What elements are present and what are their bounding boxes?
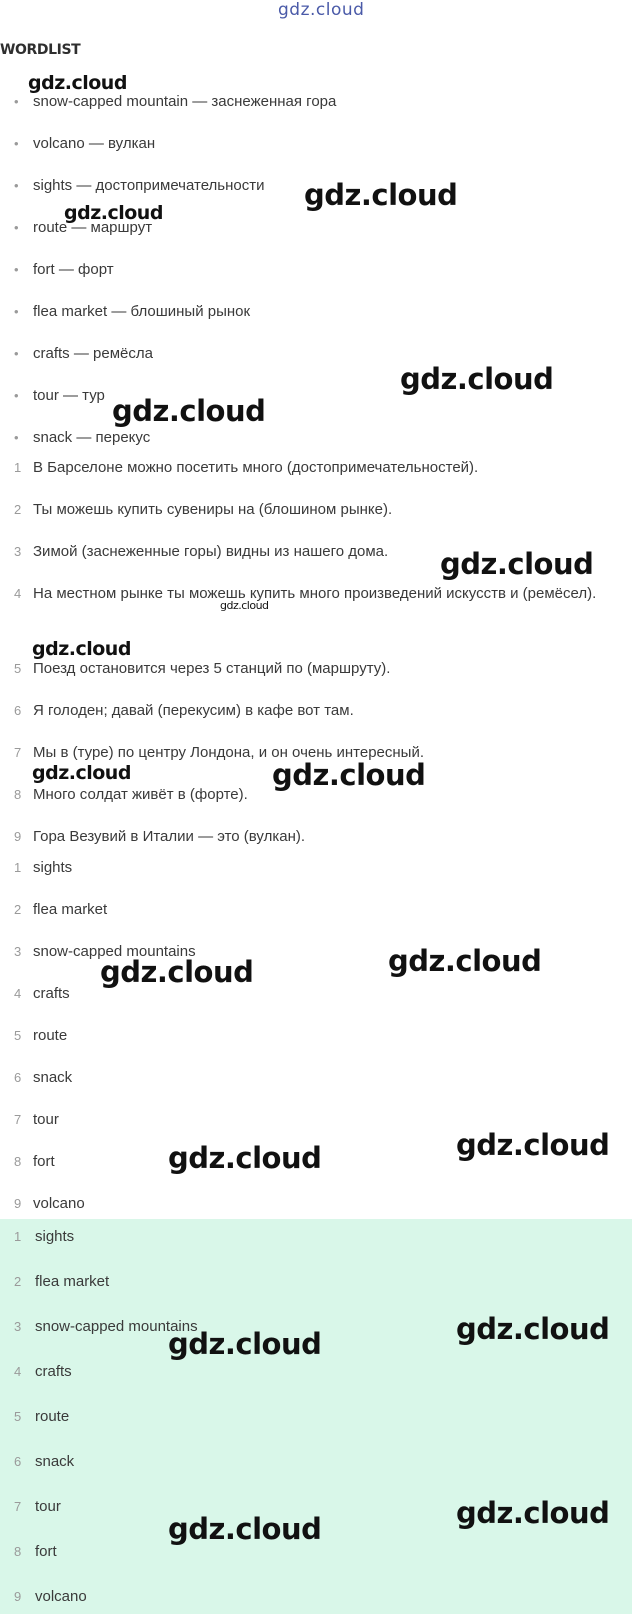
wordlist-item-text: sights — достопримечательности (33, 177, 265, 194)
item-number: 1 (14, 860, 22, 875)
item-number: 6 (14, 1454, 22, 1469)
item-number: 2 (14, 902, 22, 917)
answer-text: route (35, 1408, 70, 1425)
item-number: 7 (14, 745, 22, 760)
item-number: 5 (14, 1028, 22, 1043)
sentence-text: Много солдат живёт в (форте). (33, 786, 248, 803)
sentence-text: Я голоден; давай (перекусим) в кафе вот там. (33, 702, 354, 719)
item-number: 4 (14, 586, 22, 601)
bullet-icon: • (14, 136, 19, 151)
item-number: 6 (14, 1070, 22, 1085)
wordlist-item (0, 291, 632, 333)
watermark: gdz.cloud (272, 758, 426, 792)
watermark: gdz.cloud (168, 1327, 322, 1361)
answer-item (0, 1439, 632, 1484)
bullet-icon: • (14, 304, 19, 319)
item-number: 8 (14, 787, 22, 802)
answer-text: sights (33, 859, 73, 876)
answer-item (0, 847, 632, 889)
watermark: gdz.cloud (304, 178, 458, 212)
answer-text: snow-capped mountains (35, 1318, 198, 1335)
watermark: gdz.cloud (32, 638, 131, 660)
answer-item (0, 1057, 632, 1099)
bullet-icon: • (14, 262, 19, 277)
sentence-item (0, 489, 632, 531)
item-number: 9 (14, 829, 22, 844)
sentence-text: В Барселоне можно посетить много (достопримечательностей). (33, 459, 479, 476)
answer-text: fort (35, 1543, 57, 1560)
watermark: gdz.cloud (112, 394, 266, 428)
answer-text: flea market (33, 901, 108, 918)
answer-text: crafts (33, 985, 70, 1002)
item-number: 3 (14, 944, 22, 959)
watermark: gdz.cloud (168, 1512, 322, 1546)
answer-item (0, 1574, 632, 1619)
wordlist-item-text: snack — перекус (33, 429, 151, 446)
bullet-icon: • (14, 220, 19, 235)
wordlist-item (0, 249, 632, 291)
wordlist-item (0, 123, 632, 165)
watermark: gdz.cloud (64, 202, 163, 224)
sentence-item (0, 447, 632, 489)
answer-text: flea market (35, 1273, 110, 1290)
item-number: 8 (14, 1544, 22, 1559)
answer-text: snow-capped mountains (33, 943, 196, 960)
item-number: 5 (14, 661, 22, 676)
sentence-item (0, 690, 632, 732)
item-number: 3 (14, 1319, 22, 1334)
bullet-icon: • (14, 430, 19, 445)
answer-text: snack (33, 1069, 73, 1086)
answer-text: volcano (35, 1588, 87, 1605)
answer-text: sights (35, 1228, 75, 1245)
sentence-text: Гора Везувий в Италии — это (вулкан). (33, 828, 306, 845)
watermark: gdz.cloud (32, 762, 131, 784)
answer-text: volcano (33, 1195, 85, 1212)
item-number: 5 (14, 1409, 22, 1424)
item-number: 7 (14, 1499, 22, 1514)
sentence-text: На местном рынке ты можешь купить много произведений искусств и (ремёсел). (33, 585, 597, 602)
answer-text: fort (33, 1153, 55, 1170)
item-number: 3 (14, 544, 22, 559)
site-logo-watermark: gdz.cloud (278, 0, 365, 20)
watermark: gdz.cloud (456, 1128, 610, 1162)
watermark: gdz.cloud (456, 1312, 610, 1346)
bullet-icon: • (14, 346, 19, 361)
wordlist-item-text: volcano — вулкан (33, 135, 156, 152)
item-number: 8 (14, 1154, 22, 1169)
item-number: 9 (14, 1196, 22, 1211)
bullet-icon: • (14, 388, 19, 403)
bullet-icon: • (14, 94, 19, 109)
sentence-text: Поезд остановится через 5 станций по (маршруту). (33, 660, 391, 677)
watermark: gdz.cloud (220, 599, 269, 612)
sentence-text: Ты можешь купить сувениры на (блошином рынке). (33, 501, 393, 518)
watermark: gdz.cloud (100, 955, 254, 989)
wordlist-item-text: flea market — блошиный рынок (33, 303, 251, 320)
wordlist-heading: WORDLIST (0, 42, 81, 58)
watermark: gdz.cloud (168, 1141, 322, 1175)
wordlist (0, 81, 632, 459)
bullet-icon: • (14, 178, 19, 193)
answer-item (0, 1394, 632, 1439)
watermark: gdz.cloud (400, 362, 554, 396)
watermark: gdz.cloud (28, 72, 127, 94)
item-number: 6 (14, 703, 22, 718)
wordlist-item-text: crafts — ремёсла (33, 345, 153, 362)
item-number: 9 (14, 1589, 22, 1604)
sentence-text: Мы в (туре) по центру Лондона, и он очень интересный. (33, 744, 424, 761)
item-number: 4 (14, 1364, 22, 1379)
item-number: 1 (14, 1229, 22, 1244)
wordlist-item-text: snow-capped mountain — заснеженная гора (33, 93, 337, 110)
item-number: 1 (14, 460, 22, 475)
answer-item (0, 889, 632, 931)
answer-item (0, 973, 632, 1015)
item-number: 4 (14, 986, 22, 1001)
answer-text: crafts (35, 1363, 72, 1380)
answer-item (0, 1214, 632, 1259)
watermark: gdz.cloud (456, 1496, 610, 1530)
watermark: gdz.cloud (388, 944, 542, 978)
watermark: gdz.cloud (440, 547, 594, 581)
sentence-item (0, 573, 632, 648)
wordlist-item-text: tour — тур (33, 387, 105, 404)
answer-text: snack (35, 1453, 75, 1470)
highlighted-answer-list (0, 1214, 632, 1619)
wordlist-item-text: route — маршрут (33, 219, 153, 236)
item-number: 2 (14, 1274, 22, 1289)
answer-text: tour (33, 1111, 59, 1128)
item-number: 7 (14, 1112, 22, 1127)
answer-text: route (33, 1027, 68, 1044)
answer-text: tour (35, 1498, 61, 1515)
answer-item (0, 1015, 632, 1057)
item-number: 2 (14, 502, 22, 517)
sentence-text: Зимой (заснеженные горы) видны из нашего дома. (33, 543, 389, 560)
wordlist-item-text: fort — форт (33, 261, 114, 278)
answer-item (0, 1259, 632, 1304)
